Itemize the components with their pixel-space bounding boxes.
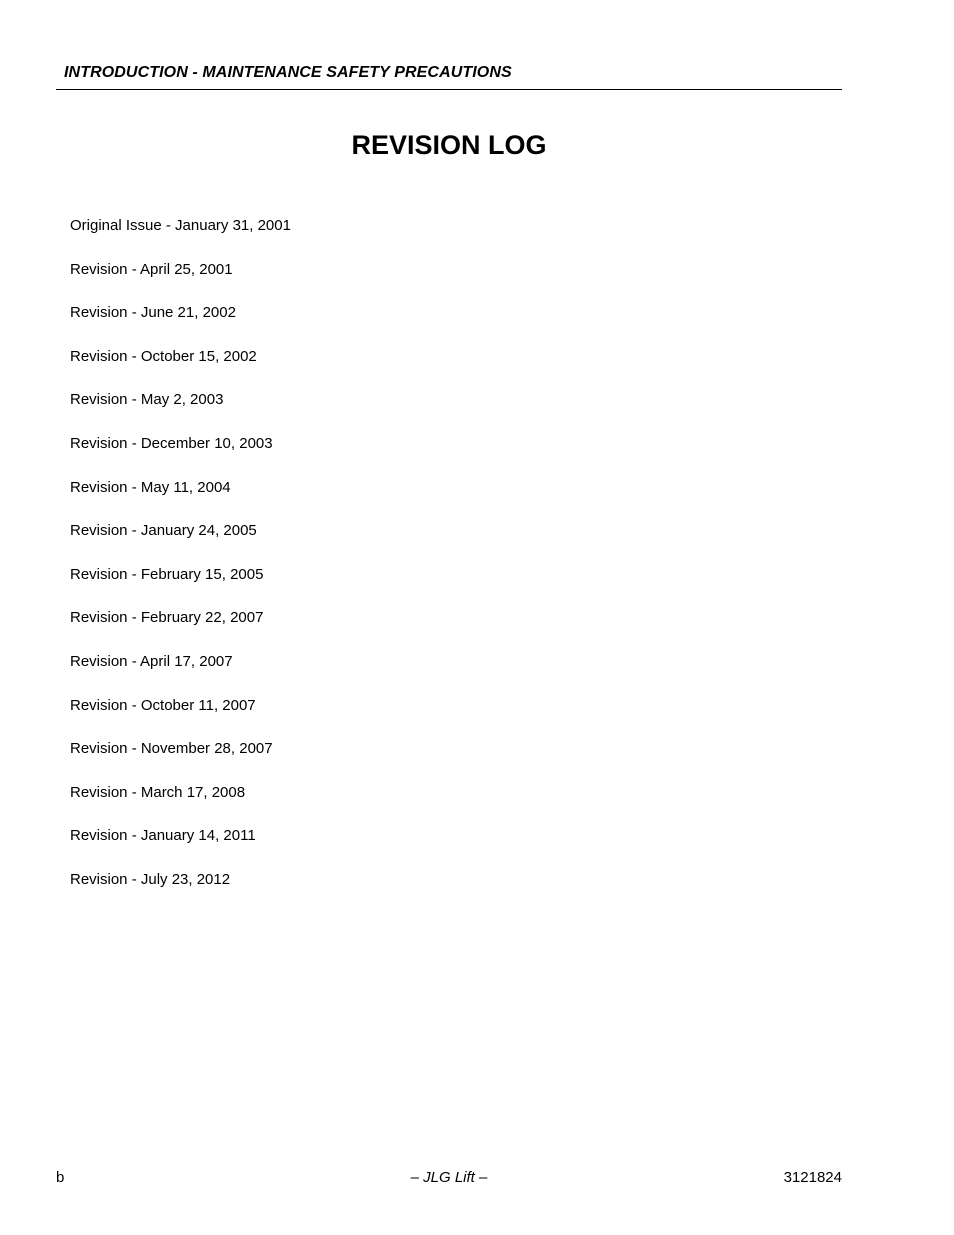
revision-entry: Revision - January 24, 2005 bbox=[70, 522, 257, 540]
revision-entry: Revision - May 2, 2003 bbox=[70, 391, 224, 409]
revision-entry: Revision - July 23, 2012 bbox=[70, 870, 231, 888]
revision-list bbox=[70, 216, 291, 914]
revision-entry: Revision - May 11, 2004 bbox=[70, 478, 231, 496]
page-header bbox=[56, 64, 842, 90]
revision-entry: Revision - October 15, 2002 bbox=[70, 347, 257, 365]
page-title: REVISION LOG bbox=[351, 130, 547, 160]
revision-entry: Revision - January 14, 2011 bbox=[70, 827, 256, 845]
revision-entry: Revision - March 17, 2008 bbox=[70, 783, 246, 801]
revision-entry: Revision - February 15, 2005 bbox=[70, 565, 264, 583]
footer-document-number: 3121824 bbox=[783, 1169, 842, 1186]
footer-page-label: b bbox=[56, 1169, 65, 1186]
revision-entry: Revision - December 10, 2003 bbox=[70, 434, 273, 452]
revision-entry: Revision - June 21, 2002 bbox=[70, 304, 236, 322]
revision-entry: Revision - October 11, 2007 bbox=[70, 696, 256, 714]
revision-entry: Revision - April 17, 2007 bbox=[70, 652, 233, 670]
revision-entry: Revision - April 25, 2001 bbox=[70, 260, 233, 278]
revision-entry: Original Issue - January 31, 2001 bbox=[70, 217, 291, 234]
header-section-title: INTRODUCTION - MAINTENANCE SAFETY PRECAUTIONS bbox=[64, 64, 512, 81]
revision-entry: Revision - November 28, 2007 bbox=[70, 740, 273, 758]
revision-entry: Revision - February 22, 2007 bbox=[70, 609, 264, 627]
footer-brand: – JLG Lift – bbox=[410, 1169, 488, 1186]
